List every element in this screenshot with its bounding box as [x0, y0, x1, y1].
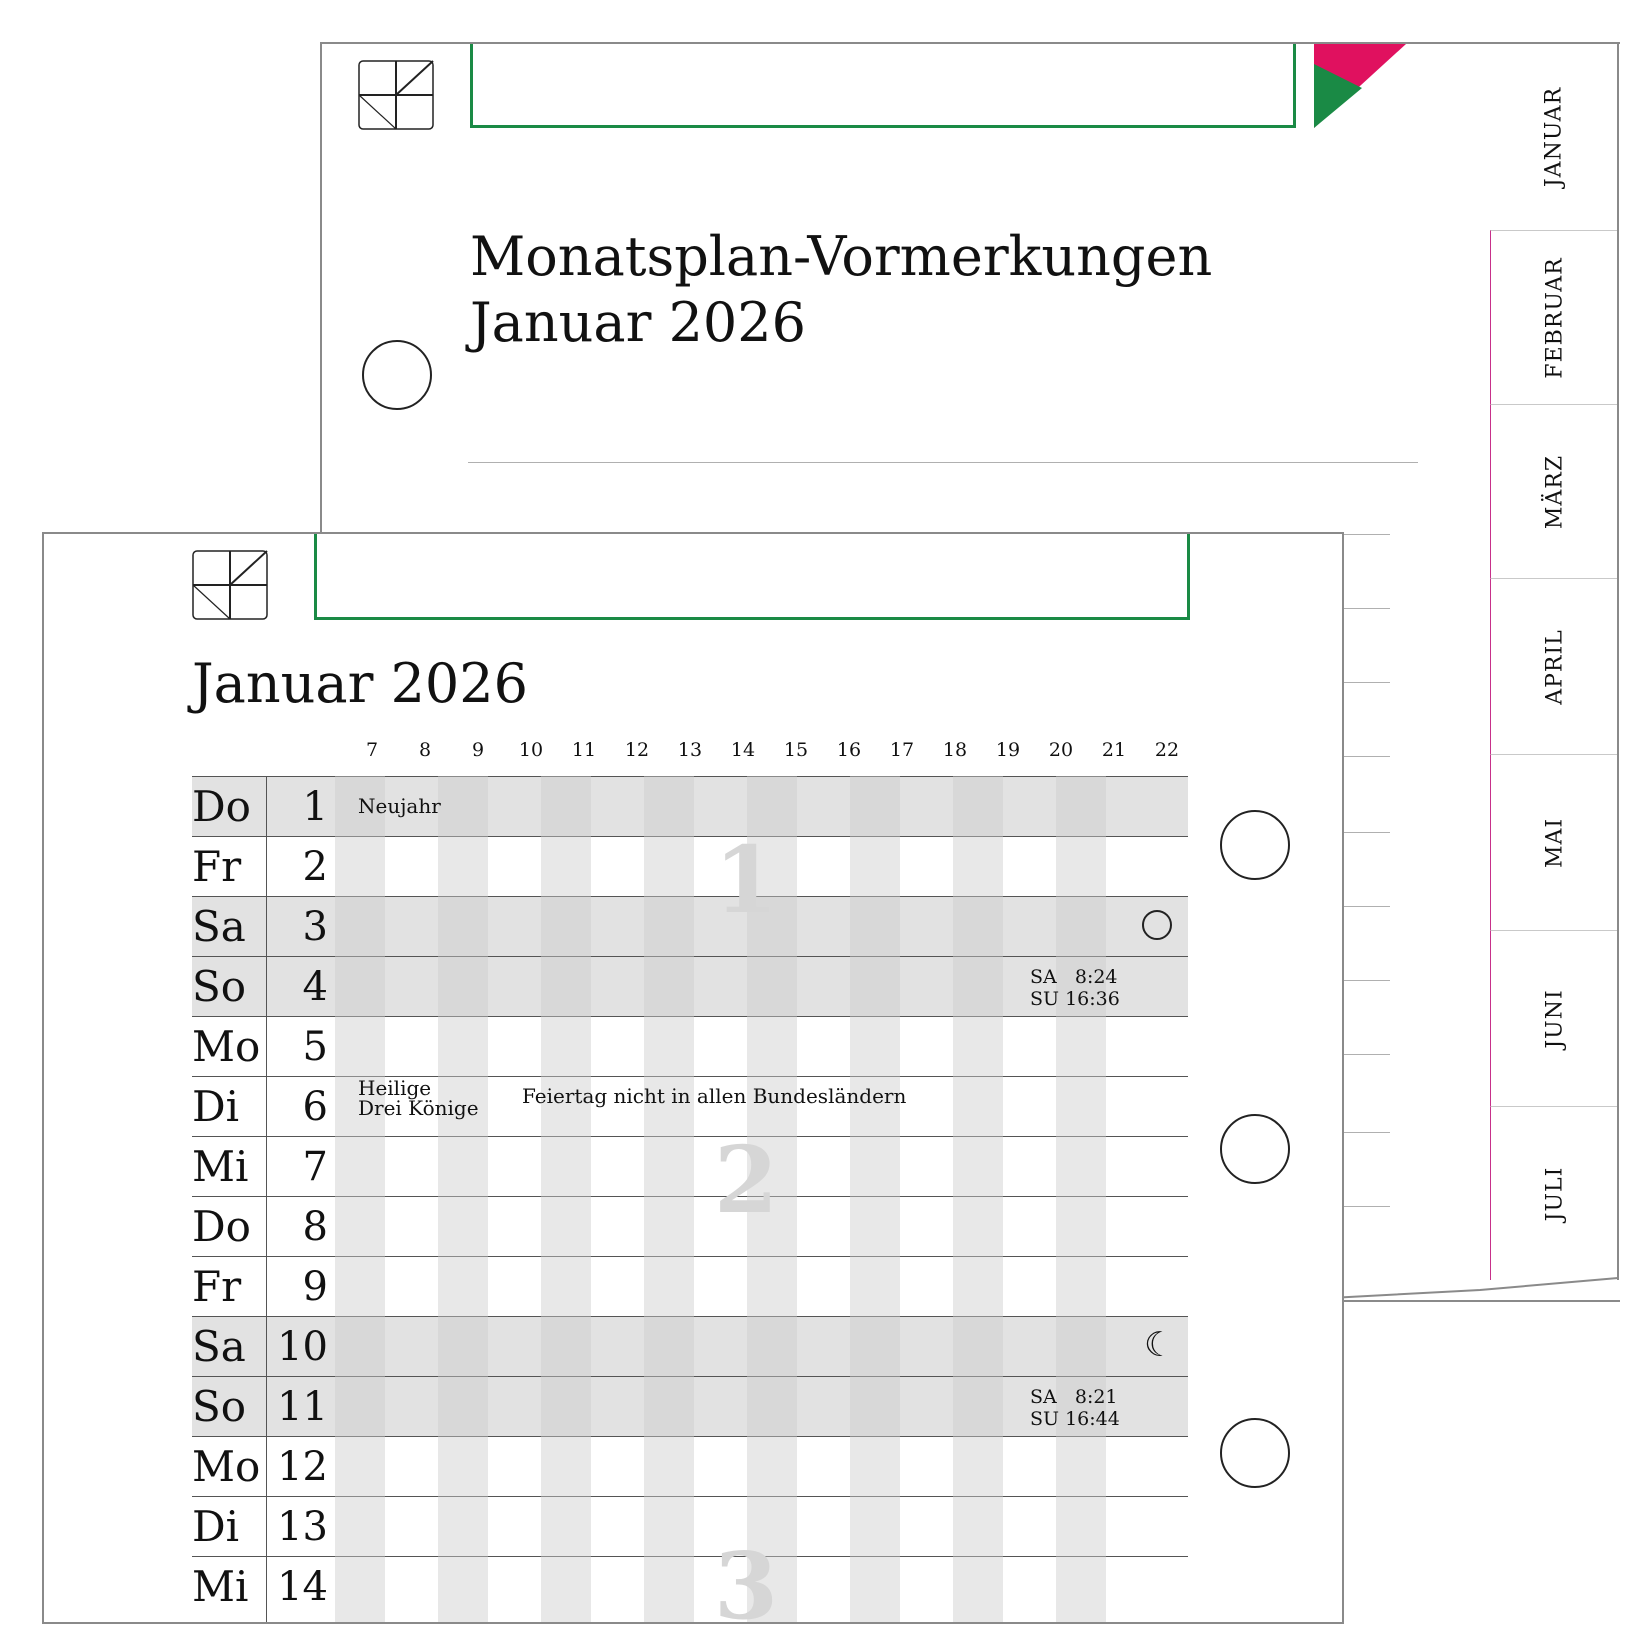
day-name: Sa	[192, 902, 246, 951]
hour-label: 13	[677, 739, 703, 761]
tab-juni[interactable]: JUNI	[1490, 930, 1618, 1106]
week-number: 3	[714, 1532, 779, 1624]
hour-stripe	[438, 776, 488, 1622]
tab-april[interactable]: APRIL	[1490, 578, 1618, 754]
hour-stripe	[541, 776, 591, 1622]
last-quarter-moon-icon: ☾	[1144, 1325, 1175, 1365]
tab-mai[interactable]: MAI	[1490, 754, 1618, 930]
day-number: 3	[302, 904, 328, 950]
day-name: Do	[192, 782, 251, 831]
day-name: Mi	[192, 1562, 249, 1611]
hour-stripe	[335, 776, 385, 1622]
holiday-note-line2: Drei Könige	[358, 1096, 479, 1120]
hour-stripe	[1056, 776, 1106, 1622]
sunrise-time: SA 8:24	[1030, 966, 1118, 988]
hour-label: 7	[365, 739, 379, 761]
day-number: 12	[277, 1444, 328, 1490]
day-name: Di	[192, 1082, 240, 1131]
day-number: 13	[277, 1504, 328, 1550]
day-name: Di	[192, 1502, 240, 1551]
planner-logo-icon	[358, 60, 434, 130]
day-name: Mo	[192, 1442, 261, 1491]
month-title: Januar 2026	[192, 652, 528, 715]
column-divider	[266, 776, 267, 1622]
hour-label: 15	[783, 739, 809, 761]
back-title-line2: Januar 2026	[470, 291, 806, 354]
hour-stripe	[953, 776, 1003, 1622]
tab-maerz[interactable]: MÄRZ	[1490, 404, 1618, 578]
hour-label: 16	[836, 739, 862, 761]
sunrise-time: SA 8:21	[1030, 1386, 1118, 1408]
hour-label: 9	[471, 739, 485, 761]
notes-box[interactable]	[470, 44, 1296, 128]
holiday-note-line1: Heilige	[358, 1076, 432, 1100]
sheet-curl	[1330, 1270, 1630, 1310]
hour-label: 22	[1154, 739, 1180, 761]
day-name: So	[192, 1382, 247, 1431]
punch-hole	[1220, 810, 1290, 880]
hour-label: 21	[1101, 739, 1127, 761]
day-number: 6	[302, 1084, 328, 1130]
hour-stripe	[644, 776, 694, 1622]
hour-stripe	[850, 776, 900, 1622]
hour-label: 19	[995, 739, 1021, 761]
holiday-remark: Feiertag nicht in allen Bundesländern	[522, 1084, 907, 1108]
day-number: 4	[302, 964, 328, 1010]
day-name: Do	[192, 1202, 251, 1251]
day-number: 8	[302, 1204, 328, 1250]
hour-label: 14	[730, 739, 756, 761]
tab-edge	[1617, 44, 1619, 1280]
punch-hole	[1220, 1114, 1290, 1184]
day-number: 2	[302, 844, 328, 890]
hour-label: 10	[518, 739, 544, 761]
back-title	[470, 224, 1212, 356]
day-name: Mo	[192, 1022, 261, 1071]
front-sheet	[42, 532, 1344, 1624]
hour-label: 18	[942, 739, 968, 761]
corner-marker-icon	[1314, 44, 1414, 134]
day-name: Fr	[192, 1262, 242, 1311]
day-name: Fr	[192, 842, 242, 891]
hour-label: 12	[624, 739, 650, 761]
hour-label: 8	[418, 739, 432, 761]
planner-logo-icon	[192, 550, 268, 620]
day-number: 10	[277, 1324, 328, 1370]
sunset-time: SU 16:44	[1030, 1408, 1120, 1430]
full-moon-icon	[1142, 910, 1172, 940]
day-name-column	[192, 776, 266, 1622]
day-number: 1	[302, 784, 328, 830]
punch-hole	[362, 340, 432, 410]
day-number: 11	[277, 1384, 328, 1430]
tab-februar[interactable]: FEBRUAR	[1490, 230, 1618, 404]
week-number: 1	[714, 826, 779, 934]
day-number: 14	[277, 1564, 328, 1610]
day-name: Sa	[192, 1322, 246, 1371]
hour-label: 20	[1048, 739, 1074, 761]
hour-label: 11	[571, 739, 597, 761]
hour-label: 17	[889, 739, 915, 761]
holiday-note: Neujahr	[358, 794, 441, 818]
punch-hole	[1220, 1418, 1290, 1488]
day-number: 9	[302, 1264, 328, 1310]
day-number: 7	[302, 1144, 328, 1190]
day-number: 5	[302, 1024, 328, 1070]
day-name: So	[192, 962, 247, 1011]
week-number: 2	[714, 1126, 779, 1234]
notes-box[interactable]	[314, 534, 1190, 620]
sunset-time: SU 16:36	[1030, 988, 1120, 1010]
tab-juli[interactable]: JULI	[1490, 1106, 1618, 1280]
divider-line	[468, 462, 1418, 463]
back-title-line1: Monatsplan-Vormerkungen	[470, 225, 1213, 288]
day-name: Mi	[192, 1142, 249, 1191]
tab-januar[interactable]: JANUAR	[1490, 44, 1618, 230]
